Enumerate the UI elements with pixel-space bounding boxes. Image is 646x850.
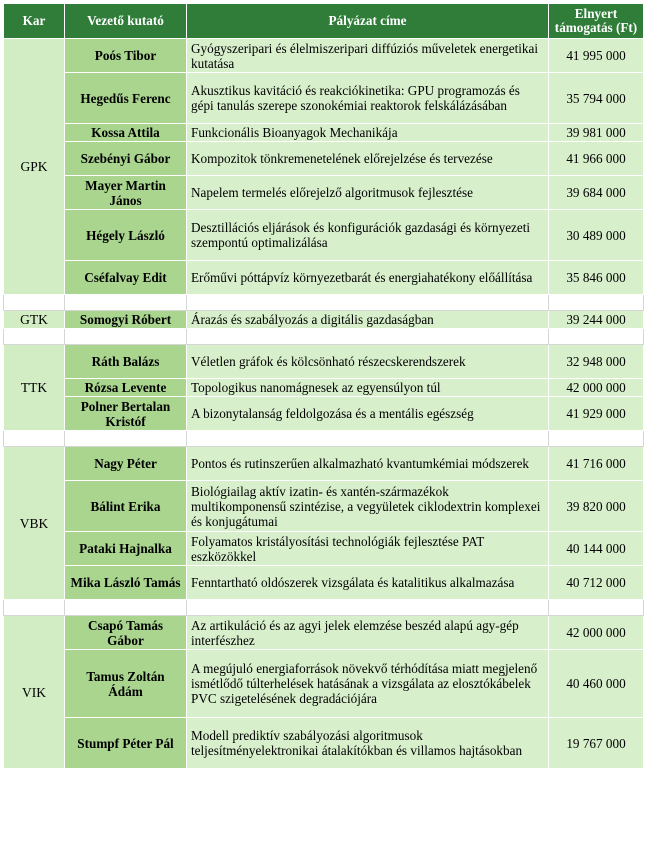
amount-cell: 39 820 000	[549, 481, 644, 532]
spacer-cell	[187, 600, 549, 616]
project-title-cell: Kompozitok tönkremenetelének előrejelzése és tervezése	[187, 142, 549, 176]
header-amount-line2: támogatás (Ft)	[554, 20, 638, 35]
researcher-cell: Poós Tibor	[65, 39, 187, 73]
header-amount-line1: Elnyert	[574, 6, 618, 21]
researcher-cell: Pataki Hajnalka	[65, 532, 187, 566]
spacer-cell	[549, 329, 644, 345]
researcher-cell: Rózsa Levente	[65, 379, 187, 397]
spacer-cell	[549, 295, 644, 311]
researcher-cell: Somogyi Róbert	[65, 311, 187, 329]
researcher-cell: Szebényi Gábor	[65, 142, 187, 176]
researcher-cell: Stumpf Péter Pál	[65, 718, 187, 769]
researcher-cell: Nagy Péter	[65, 447, 187, 481]
amount-cell: 35 846 000	[549, 261, 644, 295]
grants-table	[3, 3, 644, 769]
amount-cell: 41 995 000	[549, 39, 644, 73]
researcher-cell: Kossa Attila	[65, 124, 187, 142]
table-row	[4, 142, 644, 176]
project-title-cell: Biológiailag aktív izatin- és xantén-származékok multikomponensű szintézise, a vegyületek ciklodextrin komplexei és konjugátumai	[187, 481, 549, 532]
table-row	[4, 311, 644, 329]
amount-cell: 41 929 000	[549, 397, 644, 431]
spacer-cell	[187, 295, 549, 311]
table-row	[4, 566, 644, 600]
table-row	[4, 261, 644, 295]
faculty-cell: TTK	[4, 345, 65, 431]
project-title-cell: Desztillációs eljárások és konfigurációk gazdasági és környezeti szempontú optimalizálása	[187, 210, 549, 261]
table-row	[4, 397, 644, 431]
researcher-cell: Mika László Tamás	[65, 566, 187, 600]
project-title-cell: Folyamatos kristályosítási technológiák fejlesztése PAT eszközökkel	[187, 532, 549, 566]
researcher-cell: Ráth Balázs	[65, 345, 187, 379]
amount-cell: 19 767 000	[549, 718, 644, 769]
researcher-cell: Hégely László	[65, 210, 187, 261]
project-title-cell: Napelem termelés előrejelző algoritmusok fejlesztése	[187, 176, 549, 210]
researcher-cell: Csapó Tamás Gábor	[65, 616, 187, 650]
spacer-row	[4, 431, 644, 447]
table-row	[4, 39, 644, 73]
project-title-cell: Az artikuláció és az agyi jelek elemzése beszéd alapú agy-gép interfészhez	[187, 616, 549, 650]
amount-cell: 41 716 000	[549, 447, 644, 481]
table-row	[4, 345, 644, 379]
spacer-cell	[187, 431, 549, 447]
spacer-cell	[4, 295, 65, 311]
project-title-cell: Modell prediktív szabályozási algoritmusok teljesítményelektronikai átalakítókban és villamos hajtásokban	[187, 718, 549, 769]
spacer-row	[4, 329, 644, 345]
table-row	[4, 447, 644, 481]
table-row	[4, 210, 644, 261]
project-title-cell: Akusztikus kavitáció és reakciókinetika: GPU programozás és gépi tanulás szerepe szonokémiai reaktorok felskálázásában	[187, 73, 549, 124]
table-row	[4, 379, 644, 397]
spacer-cell	[4, 600, 65, 616]
amount-cell: 40 460 000	[549, 650, 644, 718]
researcher-cell: Hegedűs Ferenc	[65, 73, 187, 124]
table-row	[4, 650, 644, 718]
table-body	[4, 39, 644, 769]
spacer-cell	[65, 600, 187, 616]
project-title-cell: Fenntartható oldószerek vizsgálata és katalitikus alkalmazása	[187, 566, 549, 600]
researcher-cell: Polner Bertalan Kristóf	[65, 397, 187, 431]
table-row	[4, 718, 644, 769]
researcher-cell: Mayer Martin János	[65, 176, 187, 210]
project-title-cell: Pontos és rutinszerűen alkalmazható kvantumkémiai módszerek	[187, 447, 549, 481]
amount-cell: 39 244 000	[549, 311, 644, 329]
faculty-cell: VBK	[4, 447, 65, 600]
spacer-cell	[549, 431, 644, 447]
spacer-row	[4, 295, 644, 311]
spacer-row	[4, 600, 644, 616]
amount-cell: 35 794 000	[549, 73, 644, 124]
amount-cell: 42 000 000	[549, 379, 644, 397]
project-title-cell: A bizonytalanság feldolgozása és a mentális egészség	[187, 397, 549, 431]
faculty-cell: VIK	[4, 616, 65, 769]
project-title-cell: Funkcionális Bioanyagok Mechanikája	[187, 124, 549, 142]
header-row	[4, 4, 644, 39]
amount-cell: 39 684 000	[549, 176, 644, 210]
amount-cell: 41 966 000	[549, 142, 644, 176]
researcher-cell: Tamus Zoltán Ádám	[65, 650, 187, 718]
researcher-cell: Cséfalvay Edit	[65, 261, 187, 295]
faculty-cell: GTK	[4, 311, 65, 329]
researcher-cell: Bálint Erika	[65, 481, 187, 532]
header-title: Pályázat címe	[187, 4, 549, 39]
table-row	[4, 124, 644, 142]
spacer-cell	[4, 431, 65, 447]
project-title-cell: Erőművi póttápvíz környezetbarát és energiahatékony előállítása	[187, 261, 549, 295]
header-researcher: Vezető kutató	[65, 4, 187, 39]
table-row	[4, 176, 644, 210]
spacer-cell	[549, 600, 644, 616]
project-title-cell: A megújuló energiaforrások növekvő térhódítása miatt megjelenő ismétlődő túlterhelések hatásának a vizsgálata az elosztókábelek PVC szigetelésének degradációjára	[187, 650, 549, 718]
table-row	[4, 481, 644, 532]
spacer-cell	[65, 295, 187, 311]
amount-cell: 39 981 000	[549, 124, 644, 142]
header-amount	[549, 4, 644, 39]
amount-cell: 40 712 000	[549, 566, 644, 600]
amount-cell: 42 000 000	[549, 616, 644, 650]
project-title-cell: Véletlen gráfok és kölcsönható részecskerendszerek	[187, 345, 549, 379]
spacer-cell	[65, 329, 187, 345]
amount-cell: 32 948 000	[549, 345, 644, 379]
table-row	[4, 616, 644, 650]
spacer-cell	[187, 329, 549, 345]
table-row	[4, 73, 644, 124]
spacer-cell	[65, 431, 187, 447]
amount-cell: 40 144 000	[549, 532, 644, 566]
table-row	[4, 532, 644, 566]
project-title-cell: Topologikus nanomágnesek az egyensúlyon túl	[187, 379, 549, 397]
header-kar: Kar	[4, 4, 65, 39]
table-header	[4, 4, 644, 39]
spacer-cell	[4, 329, 65, 345]
faculty-cell: GPK	[4, 39, 65, 295]
project-title-cell: Gyógyszeripari és élelmiszeripari diffúziós műveletek energetikai kutatása	[187, 39, 549, 73]
project-title-cell: Árazás és szabályozás a digitális gazdaságban	[187, 311, 549, 329]
amount-cell: 30 489 000	[549, 210, 644, 261]
